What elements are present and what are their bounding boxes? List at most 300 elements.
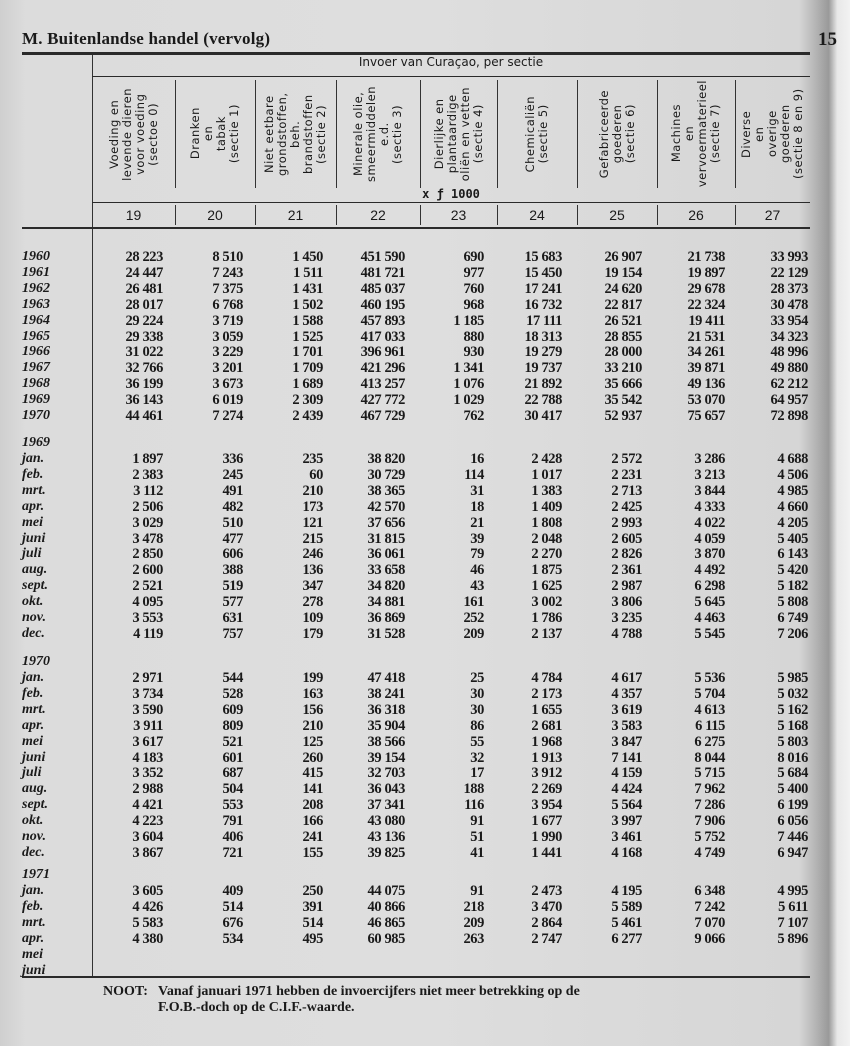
table-cell: 28 855 — [604, 328, 642, 345]
table-cell: 18 313 — [524, 328, 562, 345]
table-cell: 5 400 — [777, 781, 808, 798]
table-cell: 246 — [302, 546, 323, 563]
row-label: apr. — [22, 498, 45, 514]
table-cell: 41 — [470, 844, 484, 861]
table-cell: 29 338 — [125, 328, 163, 345]
table-cell: 1 185 — [453, 312, 484, 329]
table-cell: 415 — [302, 765, 323, 782]
table-cell: 388 — [222, 562, 243, 579]
column-divider — [577, 80, 578, 188]
table-cell: 39 871 — [687, 360, 725, 377]
table-cell: 4 119 — [133, 625, 163, 642]
table-cell: 5 704 — [694, 685, 725, 702]
group-rule — [92, 76, 810, 77]
table-cell: 91 — [470, 813, 484, 830]
table-cell: 5 536 — [694, 670, 725, 686]
table-cell: 43 080 — [367, 813, 405, 830]
row-label: mrt. — [22, 482, 46, 498]
table-cell: 26 907 — [604, 249, 642, 265]
table-cell: 30 478 — [770, 296, 808, 313]
table-cell: 32 703 — [367, 765, 405, 782]
row-label: juli — [22, 546, 42, 562]
table-cell: 215 — [302, 530, 323, 547]
table-cell: 5 583 — [132, 914, 163, 931]
table-cell: 3 583 — [611, 717, 642, 734]
column-header — [577, 80, 657, 188]
table-cell: 3 470 — [531, 898, 562, 915]
table-cell: 199 — [302, 670, 323, 686]
table-cell: 32 766 — [125, 360, 163, 377]
table-cell: 4 660 — [777, 498, 808, 515]
row-label: dec. — [22, 844, 45, 860]
table-cell: 31 815 — [367, 530, 405, 547]
table-cell: 37 656 — [367, 514, 405, 531]
table-cell: 24 620 — [604, 280, 642, 297]
column-header-label: Diverse en overige goederen (sectie 8 en 9) — [739, 88, 805, 180]
table-cell: 4 506 — [777, 466, 808, 483]
table-cell: 209 — [463, 625, 484, 642]
table-cell: 5 808 — [777, 594, 808, 611]
table-cell: 7 446 — [777, 829, 808, 845]
table-cell: 19 737 — [524, 360, 562, 377]
header-bottom-rule — [22, 227, 810, 229]
row-label: juni — [22, 962, 46, 978]
column-divider — [497, 80, 498, 188]
table-cell: 60 — [309, 466, 323, 483]
table-cell: 39 154 — [367, 749, 405, 766]
table-cell: 3 605 — [132, 883, 163, 899]
table-cell: 514 — [222, 898, 243, 915]
column-group-title: Invoer van Curaçao, per sectie — [358, 55, 544, 69]
table-cell: 2 048 — [531, 530, 562, 547]
table-cell: 21 531 — [687, 328, 725, 345]
table-cell: 179 — [302, 625, 323, 642]
table-cell: 3 619 — [611, 701, 642, 718]
row-label: 1969 — [22, 392, 50, 408]
table-cell: 504 — [222, 781, 243, 798]
table-cell: 347 — [302, 578, 323, 595]
table-cell: 467 729 — [360, 408, 405, 424]
row-label: juni — [22, 530, 46, 546]
header-rule — [92, 202, 810, 203]
row-label: nov. — [22, 610, 46, 625]
table-cell: 1 029 — [453, 392, 484, 409]
table-cell: 166 — [302, 813, 323, 830]
table-cell: 7 274 — [212, 408, 243, 424]
table-cell: 53 070 — [687, 392, 725, 409]
table-cell: 3 235 — [611, 610, 642, 626]
table-cell: 6 056 — [777, 813, 808, 830]
table-cell: 33 658 — [367, 562, 405, 579]
table-cell: 2 747 — [531, 930, 562, 947]
column-divider — [420, 205, 421, 225]
table-cell: 15 450 — [524, 264, 562, 281]
table-cell: 33 993 — [770, 249, 808, 265]
row-label: juli — [22, 765, 42, 781]
table-cell: 1 511 — [293, 264, 323, 281]
column-header-label: Minerale olie, smeermiddelen e.d. (sectie 3) — [351, 85, 404, 182]
table-cell: 218 — [463, 898, 484, 915]
table-cell: 3 461 — [611, 829, 642, 845]
table-cell: 33 210 — [604, 360, 642, 377]
table-cell: 577 — [222, 594, 243, 611]
row-label: jan. — [22, 883, 45, 898]
row-label: 1966 — [22, 344, 50, 360]
table-cell: 72 898 — [770, 408, 808, 424]
column-number: 27 — [764, 207, 781, 223]
table-cell: 6 768 — [212, 296, 243, 313]
table-cell: 4 492 — [694, 562, 725, 579]
table-cell: 4 985 — [777, 482, 808, 499]
table-cell: 6 199 — [777, 797, 808, 814]
table-cell: 3 912 — [531, 765, 562, 782]
column-divider — [657, 205, 658, 225]
table-cell: 75 657 — [687, 408, 725, 424]
table-cell: 690 — [463, 249, 484, 265]
table-cell: 30 417 — [524, 408, 562, 424]
table-cell: 7 243 — [212, 264, 243, 281]
row-label: 1962 — [22, 280, 50, 296]
table-cell: 336 — [222, 451, 243, 467]
row-label: mrt. — [22, 701, 46, 717]
table-cell: 721 — [222, 844, 243, 861]
table-cell: 5 645 — [694, 594, 725, 611]
footnote-key: NOOT: — [103, 984, 148, 999]
table-cell: 409 — [222, 883, 243, 899]
table-cell: 5 715 — [694, 765, 725, 782]
table-cell: 2 605 — [611, 530, 642, 547]
table-cell: 245 — [222, 466, 243, 483]
table-cell: 2 971 — [132, 670, 163, 686]
table-cell: 3 229 — [212, 344, 243, 361]
table-cell: 528 — [222, 685, 243, 702]
table-cell: 544 — [222, 670, 243, 686]
row-label: mei — [22, 514, 43, 530]
table-cell: 163 — [302, 685, 323, 702]
column-divider — [255, 205, 256, 225]
table-cell: 55 — [470, 733, 484, 750]
table-cell: 36 869 — [367, 610, 405, 626]
table-cell: 7 286 — [694, 797, 725, 814]
table-cell: 4 205 — [777, 514, 808, 531]
table-cell: 19 279 — [524, 344, 562, 361]
table-cell: 28 000 — [604, 344, 642, 361]
table-cell: 1 383 — [531, 482, 562, 499]
column-header-label: Dierlijke en plantaardige oliën en vetten (sectie 4) — [431, 86, 485, 182]
column-header — [336, 80, 420, 188]
table-cell: 3 201 — [212, 360, 243, 377]
table-cell: 31 528 — [367, 625, 405, 642]
row-label: 1964 — [22, 312, 50, 328]
table-cell: 60 985 — [367, 930, 405, 947]
table-cell: 35 666 — [604, 376, 642, 393]
table-cell: 2 383 — [132, 466, 163, 483]
table-cell: 427 772 — [360, 392, 405, 409]
table-cell: 38 820 — [367, 451, 405, 467]
year-heading: 1971 — [22, 867, 50, 882]
column-header — [497, 80, 577, 188]
table-cell: 3 911 — [133, 717, 163, 734]
table-cell: 1 588 — [292, 312, 323, 329]
table-cell: 188 — [463, 781, 484, 798]
table-cell: 4 357 — [611, 685, 642, 702]
table-cell: 4 095 — [132, 594, 163, 611]
table-cell: 1 655 — [531, 701, 562, 718]
table-cell: 880 — [463, 328, 484, 345]
table-cell: 15 683 — [524, 249, 562, 265]
table-cell: 534 — [222, 930, 243, 947]
table-bottom-rule — [22, 976, 810, 978]
table-cell: 5 589 — [611, 898, 642, 915]
table-cell: 460 195 — [360, 296, 405, 313]
table-cell: 7 375 — [212, 280, 243, 297]
table-cell: 760 — [463, 280, 484, 297]
table-cell: 1 689 — [292, 376, 323, 393]
row-label: okt. — [22, 813, 44, 829]
column-divider — [336, 205, 337, 225]
table-cell: 3 847 — [611, 733, 642, 750]
table-cell: 241 — [302, 829, 323, 845]
table-cell: 2 600 — [132, 562, 163, 579]
table-cell: 1 525 — [292, 328, 323, 345]
row-label: apr. — [22, 930, 45, 946]
table-cell: 250 — [302, 883, 323, 899]
row-label: 1963 — [22, 296, 50, 312]
table-cell: 39 — [470, 530, 484, 547]
table-cell: 396 961 — [360, 344, 405, 361]
table-cell: 757 — [222, 625, 243, 642]
year-heading: 1970 — [22, 654, 50, 669]
row-label: feb. — [22, 898, 44, 914]
table-cell: 42 570 — [367, 498, 405, 515]
table-cell: 5 168 — [777, 717, 808, 734]
row-label: apr. — [22, 717, 45, 733]
table-cell: 4 168 — [611, 844, 642, 861]
table-cell: 38 241 — [367, 685, 405, 702]
table-cell: 19 411 — [688, 312, 725, 329]
table-cell: 510 — [222, 514, 243, 531]
table-cell: 62 212 — [770, 376, 808, 393]
table-cell: 4 784 — [531, 670, 562, 686]
table-cell: 5 420 — [777, 562, 808, 579]
table-cell: 22 129 — [770, 264, 808, 281]
table-cell: 31 — [470, 482, 484, 499]
table-cell: 136 — [302, 562, 323, 579]
table-cell: 4 333 — [694, 498, 725, 515]
column-header-label: Voeding en levende dieren voor voeding (sectoe 0) — [106, 87, 160, 181]
table-cell: 28 017 — [125, 296, 163, 313]
table-cell: 116 — [464, 797, 484, 814]
table-cell: 1 431 — [292, 280, 323, 297]
table-cell: 44 075 — [367, 883, 405, 899]
table-cell: 34 323 — [770, 328, 808, 345]
row-label: jan. — [22, 670, 45, 685]
table-cell: 51 — [470, 829, 484, 845]
table-cell: 1 786 — [531, 610, 562, 626]
table-cell: 609 — [222, 701, 243, 718]
column-header-label: Machines en vervoermaterieel (sectie 7) — [669, 80, 722, 188]
table-cell: 141 — [302, 781, 323, 798]
table-cell: 48 996 — [770, 344, 808, 361]
table-cell: 495 — [302, 930, 323, 947]
table-cell: 4 995 — [777, 883, 808, 899]
table-cell: 3 213 — [694, 466, 725, 483]
table-cell: 2 988 — [132, 781, 163, 798]
table-cell: 6 348 — [694, 883, 725, 899]
table-cell: 5 985 — [777, 670, 808, 686]
table-cell: 16 — [470, 451, 484, 467]
table-cell: 209 — [463, 914, 484, 931]
table-cell: 2 473 — [531, 883, 562, 899]
table-cell: 5 461 — [611, 914, 642, 931]
table-cell: 252 — [463, 610, 484, 626]
row-label: mrt. — [22, 914, 46, 930]
table-cell: 19 897 — [687, 264, 725, 281]
table-cell: 121 — [302, 514, 323, 531]
table-cell: 1 677 — [531, 813, 562, 830]
table-cell: 7 141 — [611, 749, 642, 766]
table-cell: 1 076 — [453, 376, 484, 393]
table-cell: 43 — [470, 578, 484, 595]
table-cell: 3 844 — [694, 482, 725, 499]
table-cell: 30 — [470, 701, 484, 718]
table-cell: 29 224 — [125, 312, 163, 329]
column-number: 23 — [450, 207, 467, 223]
table-cell: 762 — [463, 408, 484, 424]
table-cell: 32 — [470, 749, 484, 766]
table-cell: 33 954 — [770, 312, 808, 329]
footnote-line-2: F.O.B.-doch op de C.I.F.-waarde. — [158, 1000, 355, 1015]
column-number: 25 — [609, 207, 625, 223]
table-cell: 1 968 — [531, 733, 562, 750]
row-label: 1970 — [22, 408, 50, 423]
table-cell: 155 — [302, 844, 323, 861]
table-cell: 3 954 — [531, 797, 562, 814]
table-cell: 22 788 — [524, 392, 562, 409]
table-cell: 6 275 — [694, 733, 725, 750]
table-cell: 676 — [222, 914, 243, 931]
table-cell: 601 — [222, 749, 243, 766]
table-cell: 477 — [222, 530, 243, 547]
table-cell: 491 — [222, 482, 243, 499]
table-cell: 4 617 — [611, 670, 642, 686]
table-cell: 30 729 — [367, 466, 405, 483]
row-label: aug. — [22, 562, 48, 578]
table-cell: 4 424 — [611, 781, 642, 798]
table-cell: 4 788 — [611, 625, 642, 642]
table-cell: 28 223 — [125, 249, 163, 265]
table-cell: 606 — [222, 546, 243, 563]
table-cell: 36 061 — [367, 546, 405, 563]
table-cell: 5 182 — [777, 578, 808, 595]
table-cell: 4 183 — [132, 749, 163, 766]
table-cell: 631 — [222, 610, 243, 626]
table-cell: 6 115 — [695, 717, 725, 734]
table-cell: 2 309 — [292, 392, 323, 409]
table-cell: 29 678 — [687, 280, 725, 297]
table-cell: 109 — [302, 610, 323, 626]
table-cell: 1 709 — [292, 360, 323, 377]
table-cell: 406 — [222, 829, 243, 845]
table-cell: 16 732 — [524, 296, 562, 313]
column-number: 24 — [529, 207, 545, 223]
column-header — [175, 80, 255, 188]
table-cell: 4 688 — [777, 451, 808, 467]
row-label: aug. — [22, 781, 48, 797]
table-cell: 1 808 — [531, 514, 562, 531]
table-cell: 37 341 — [367, 797, 405, 814]
table-cell: 17 241 — [524, 280, 562, 297]
table-cell: 5 545 — [694, 625, 725, 642]
table-cell: 208 — [302, 797, 323, 814]
table-cell: 519 — [222, 578, 243, 595]
table-cell: 26 481 — [125, 280, 163, 297]
footnote-line-1: Vanaf januari 1971 hebben de invoercijfers niet meer betrekking op de — [158, 984, 580, 999]
table-cell: 1 502 — [292, 296, 323, 313]
table-cell: 2 993 — [611, 514, 642, 531]
table-cell: 514 — [302, 914, 323, 931]
table-cell: 21 892 — [524, 376, 562, 393]
table-cell: 4 426 — [132, 898, 163, 915]
table-cell: 36 199 — [125, 376, 163, 393]
table-cell: 3 478 — [132, 530, 163, 547]
table-cell: 36 318 — [367, 701, 405, 718]
column-number: 26 — [688, 207, 704, 223]
table-cell: 1 450 — [292, 249, 323, 265]
table-cell: 161 — [463, 594, 484, 611]
column-header — [657, 80, 735, 188]
table-cell: 64 957 — [770, 392, 808, 409]
table-cell: 5 611 — [778, 898, 808, 915]
table-cell: 4 195 — [611, 883, 642, 899]
table-cell: 26 521 — [604, 312, 642, 329]
table-cell: 8 016 — [777, 749, 808, 766]
column-divider — [336, 80, 337, 188]
table-cell: 3 286 — [694, 451, 725, 467]
table-cell: 4 022 — [694, 514, 725, 531]
table-cell: 3 867 — [132, 844, 163, 861]
table-cell: 6 947 — [777, 844, 808, 861]
table-cell: 3 352 — [132, 765, 163, 782]
column-header — [92, 80, 175, 188]
table-cell: 3 059 — [212, 328, 243, 345]
table-cell: 49 136 — [687, 376, 725, 393]
table-cell: 687 — [222, 765, 243, 782]
column-header — [255, 80, 336, 188]
table-cell: 5 896 — [777, 930, 808, 947]
table-cell: 156 — [302, 701, 323, 718]
table-cell: 521 — [222, 733, 243, 750]
table-cell: 391 — [302, 898, 323, 915]
table-cell: 1 409 — [531, 498, 562, 515]
table-cell: 421 296 — [360, 360, 405, 377]
table-cell: 4 159 — [611, 765, 642, 782]
table-cell: 809 — [222, 717, 243, 734]
table-cell: 3 029 — [132, 514, 163, 531]
table-cell: 7 906 — [694, 813, 725, 830]
table-cell: 2 270 — [531, 546, 562, 563]
table-cell: 36 143 — [125, 392, 163, 409]
column-header-label: Dranken en tabak (sectie 1) — [188, 104, 241, 164]
column-header-label: Niet eetbare grondstoffen, beh. brandstoffen (sectie 2) — [262, 92, 328, 176]
row-label: feb. — [22, 685, 44, 701]
column-number: 20 — [207, 207, 223, 223]
table-cell: 40 866 — [367, 898, 405, 915]
table-cell: 34 820 — [367, 578, 405, 595]
row-label: okt. — [22, 594, 44, 610]
table-cell: 9 066 — [694, 930, 725, 947]
table-cell: 39 825 — [367, 844, 405, 861]
